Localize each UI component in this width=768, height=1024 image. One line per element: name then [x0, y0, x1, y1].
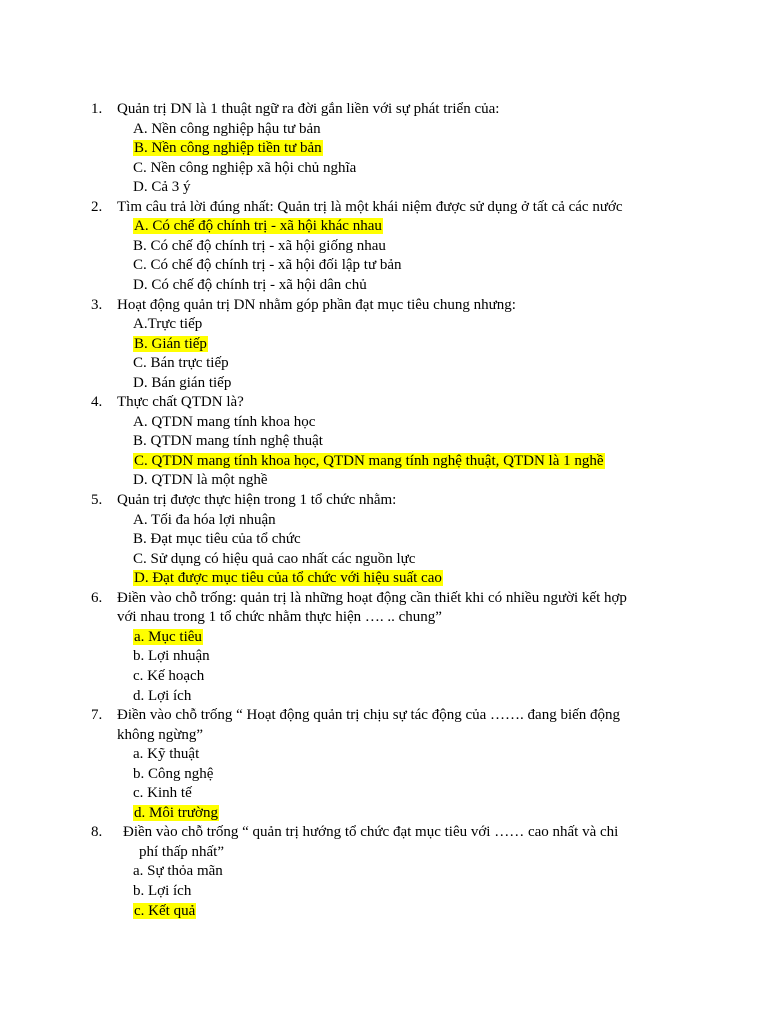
question-stem [91, 491, 397, 510]
answer-option [133, 178, 191, 197]
answer-option-text: A. QTDN mang tính khoa học [133, 413, 316, 430]
answer-option-text: B. Có chế độ chính trị - xã hội giống nhau [133, 237, 386, 254]
question-stem [91, 393, 244, 412]
question-text: Hoạt động quản trị DN nhằm góp phần đạt mục tiêu chung nhưng: [117, 296, 516, 313]
answer-option [133, 120, 321, 139]
answer-option-text: B. QTDN mang tính nghệ thuật [133, 433, 323, 450]
question-text: không ngừng” [117, 726, 204, 743]
answer-option-text: c. Kinh tế [133, 785, 192, 802]
answer-option [133, 902, 196, 921]
answer-option-text: C. Sử dụng có hiệu quả cao nhất các nguồn lực [133, 550, 416, 567]
answer-option [133, 432, 323, 451]
answer-option [133, 139, 323, 158]
answer-option-text: A. Nền công nghiệp hậu tư bản [133, 120, 321, 137]
answer-option [133, 217, 383, 236]
question-text: Điền vào chỗ trống: quản trị là những hoạt động cần thiết khi có nhiều người kết hợp [117, 589, 627, 606]
question-number: 6. [91, 589, 103, 606]
question-stem-continued [117, 726, 203, 745]
answer-option-text-highlighted: B. Gián tiếp [134, 335, 207, 352]
answer-option [133, 511, 276, 530]
answer-option-text: b. Công nghệ [133, 765, 214, 782]
question-stem-continued [139, 843, 224, 862]
answer-option-text: B. Đạt mục tiêu của tổ chức [133, 531, 301, 548]
question-stem [91, 296, 516, 315]
question-stem [91, 589, 627, 608]
answer-option [133, 882, 191, 901]
answer-option [133, 862, 223, 881]
answer-option [133, 530, 301, 549]
question-stem-continued [117, 608, 442, 627]
question-text: Quản trị được thực hiện trong 1 tổ chức nhằm: [117, 492, 397, 508]
answer-option-text: d. Lợi ích [133, 687, 192, 704]
answer-option-text-highlighted: C. QTDN mang tính khoa học, QTDN mang tính nghệ thuật, QTDN là 1 nghề [134, 452, 604, 469]
question-text: Tìm câu trả lời đúng nhất: Quản trị là một khái niệm được sử dụng ở tất cả các nước [117, 198, 623, 215]
question-number: 4. [91, 394, 103, 411]
answer-option-text: C. Nền công nghiệp xã hội chủ nghĩa [133, 159, 357, 176]
answer-option-text: D. Bán gián tiếp [133, 374, 232, 391]
answer-option-text-highlighted: d. Môi trường [134, 804, 218, 821]
answer-option-text: b. Lợi ích [133, 883, 192, 899]
answer-option [133, 765, 213, 784]
answer-option-text-highlighted: B. Nền công nghiệp tiền tư bản [134, 140, 322, 157]
answer-option-text: D. QTDN là một nghề [133, 472, 268, 489]
answer-option-text: A.Trực tiếp [133, 316, 203, 333]
question-stem [91, 823, 619, 842]
question-number: 7. [91, 707, 103, 724]
answer-option-text: A. Tối đa hóa lợi nhuận [133, 511, 276, 528]
answer-option [133, 452, 605, 471]
answer-option-text: a. Sự thỏa mãn [133, 863, 223, 880]
answer-option [133, 335, 208, 354]
answer-option [133, 159, 356, 178]
answer-option [133, 413, 315, 432]
answer-option [133, 687, 191, 706]
question-text: Thực chất QTDN là? [117, 394, 244, 411]
answer-option [133, 315, 202, 334]
answer-option-text: b. Lợi nhuận [133, 648, 210, 665]
answer-option [133, 784, 192, 803]
answer-option-text: C. Bán trực tiếp [133, 355, 229, 372]
answer-option [133, 667, 204, 686]
answer-option-text: a. Kỹ thuật [133, 746, 200, 763]
answer-option-text-highlighted: c. Kết quả [134, 902, 196, 919]
answer-option [133, 569, 443, 588]
question-text: với nhau trong 1 tổ chức nhằm thực hiện …. .. chung” [117, 609, 442, 626]
question-number: 8. [91, 824, 103, 841]
question-text: Quản trị DN là 1 thuật ngữ ra đời gắn liền với sự phát triển của: [117, 101, 500, 117]
answer-option-text-highlighted: D. Đạt được mục tiêu của tổ chức với hiệu suất cao [134, 570, 442, 587]
answer-option [133, 276, 367, 295]
answer-option [133, 647, 210, 666]
answer-option [133, 354, 229, 373]
answer-option-text: D. Có chế độ chính trị - xã hội dân chủ [133, 276, 367, 293]
answer-option [133, 256, 402, 275]
answer-option [133, 745, 199, 764]
question-number: 5. [91, 492, 103, 508]
question-number: 1. [91, 101, 103, 117]
answer-option-text: c. Kế hoạch [133, 667, 205, 684]
answer-option [133, 550, 415, 569]
question-text: phí thấp nhất” [139, 843, 224, 860]
question-text: Điền vào chỗ trống “ Hoạt động quản trị chịu sự tác động của ……. đang biến động [117, 707, 621, 724]
answer-option [133, 628, 203, 647]
answer-option [133, 804, 219, 823]
answer-option-text-highlighted: A. Có chế độ chính trị - xã hội khác nhau [134, 218, 382, 235]
question-number: 3. [91, 296, 103, 313]
answer-option-text: D. Cả 3 ý [133, 179, 191, 196]
answer-option-text-highlighted: a. Mục tiêu [134, 628, 202, 645]
question-stem [91, 100, 500, 119]
question-stem [91, 706, 621, 725]
answer-option [133, 374, 231, 393]
answer-option [133, 237, 386, 256]
answer-option [133, 471, 268, 490]
question-stem [91, 198, 623, 217]
question-number: 2. [91, 198, 103, 215]
question-text: Điền vào chỗ trống “ quản trị hướng tổ chức đạt mục tiêu với …… cao nhất và chi [123, 824, 619, 841]
answer-option-text: C. Có chế độ chính trị - xã hội đối lập tư bản [133, 257, 402, 274]
